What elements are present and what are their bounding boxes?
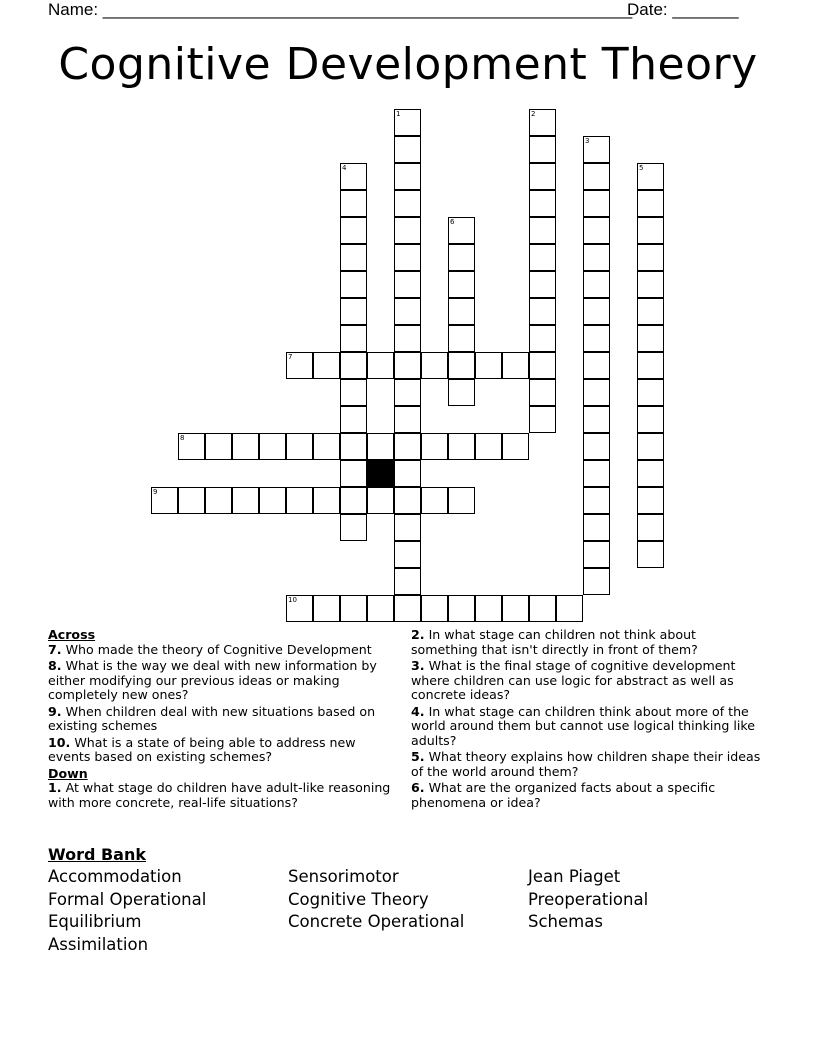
crossword-cell[interactable] <box>637 514 664 541</box>
crossword-cell[interactable] <box>394 109 421 136</box>
word-bank-word: Formal Operational <box>48 889 207 909</box>
crossword-cell[interactable] <box>151 487 178 514</box>
crossword-cell[interactable] <box>394 379 421 406</box>
crossword-cell[interactable] <box>259 433 286 460</box>
crossword-cell[interactable] <box>583 190 610 217</box>
crossword-cell[interactable] <box>394 406 421 433</box>
crossword-cell[interactable] <box>583 433 610 460</box>
down-clue-6 <box>411 781 761 810</box>
crossword-cell[interactable] <box>367 595 394 622</box>
word-bank-word: Jean Piaget <box>528 867 621 886</box>
word-bank-word: Assimilation <box>48 934 149 954</box>
clue-text: Who made the theory of Cognitive Development <box>61 641 372 657</box>
crossword-cell[interactable] <box>448 298 475 325</box>
crossword-cell[interactable] <box>637 163 664 190</box>
clue-text: In what stage can children not think about something that isn't directly in front of them? <box>411 627 698 657</box>
crossword-clue-number: 9 <box>153 488 158 496</box>
crossword-cell[interactable] <box>583 568 610 595</box>
word-bank-title: Word Bank <box>48 845 147 864</box>
across-clue-8 <box>48 659 398 703</box>
crossword-cell[interactable] <box>205 487 232 514</box>
crossword-cell[interactable] <box>637 271 664 298</box>
crossword-clue-number: 2 <box>531 110 536 118</box>
crossword-cell[interactable] <box>583 514 610 541</box>
crossword-clue-number: 4 <box>342 164 347 172</box>
crossword-cell[interactable] <box>394 271 421 298</box>
crossword-cell[interactable] <box>583 379 610 406</box>
crossword-cell[interactable] <box>529 136 556 163</box>
word-bank-word: Sensorimotor <box>288 867 399 886</box>
crossword-cell[interactable] <box>286 433 313 460</box>
crossword-cell[interactable] <box>394 352 421 379</box>
crossword-cell[interactable] <box>448 352 475 379</box>
crossword-cell[interactable] <box>448 217 475 244</box>
word-bank-word: Schemas <box>528 912 603 932</box>
word-bank-column-2 <box>288 866 464 934</box>
crossword-cell[interactable] <box>394 244 421 271</box>
clue-number: 9. <box>48 703 62 719</box>
across-heading: Across <box>48 627 96 642</box>
crossword-cell[interactable] <box>583 541 610 568</box>
word-bank-column-3 <box>528 866 648 934</box>
crossword-cell[interactable] <box>583 217 610 244</box>
clue-number: 8. <box>48 658 62 673</box>
across-clue-9 <box>48 705 398 734</box>
crossword-cell[interactable] <box>529 595 556 622</box>
crossword-cell[interactable] <box>367 487 394 514</box>
crossword-cell[interactable] <box>637 298 664 325</box>
crossword-cell[interactable] <box>340 244 367 271</box>
crossword-clue-number: 1 <box>396 110 401 118</box>
crossword-cell[interactable] <box>313 352 340 379</box>
crossword-cell[interactable] <box>529 271 556 298</box>
crossword-cell[interactable] <box>583 271 610 298</box>
crossword-cell[interactable] <box>637 487 664 514</box>
date-field-label: Date: _______ <box>627 0 739 19</box>
crossword-cell[interactable] <box>178 487 205 514</box>
crossword-cell[interactable] <box>529 325 556 352</box>
crossword-cell[interactable] <box>394 298 421 325</box>
crossword-cell[interactable] <box>394 217 421 244</box>
crossword-cell[interactable] <box>205 433 232 460</box>
clue-text: What is a state of being able to address new events based on existing schemes? <box>48 734 356 764</box>
crossword-cell[interactable] <box>637 406 664 433</box>
crossword-cell[interactable] <box>340 514 367 541</box>
clue-text: What are the organized facts about a specific phenomena or idea? <box>411 780 716 810</box>
crossword-cell[interactable] <box>421 487 448 514</box>
crossword-cell[interactable] <box>529 190 556 217</box>
crossword-cell[interactable] <box>367 433 394 460</box>
crossword-cell[interactable] <box>448 487 475 514</box>
crossword-cell[interactable] <box>340 433 367 460</box>
crossword-cell[interactable] <box>448 595 475 622</box>
down-clue-2 <box>411 628 761 657</box>
across-clue-10 <box>48 736 398 765</box>
crossword-cell[interactable] <box>394 460 421 487</box>
down-clue-5 <box>411 750 761 779</box>
crossword-cell[interactable] <box>394 163 421 190</box>
clue-number: 4. <box>411 703 425 719</box>
crossword-cell[interactable] <box>259 487 286 514</box>
crossword-cell[interactable] <box>637 325 664 352</box>
crossword-cell[interactable] <box>529 352 556 379</box>
crossword-cell[interactable] <box>286 487 313 514</box>
crossword-cell[interactable] <box>502 433 529 460</box>
crossword-cell[interactable] <box>340 298 367 325</box>
crossword-cell[interactable] <box>340 379 367 406</box>
crossword-cell[interactable] <box>367 352 394 379</box>
clue-text: In what stage can children think about more of the world around them but cannot use logical thinking like adults? <box>411 703 755 748</box>
crossword-cell[interactable] <box>178 433 205 460</box>
crossword-cell[interactable] <box>394 595 421 622</box>
crossword-cell[interactable] <box>583 406 610 433</box>
crossword-cell[interactable] <box>421 595 448 622</box>
down-heading: Down <box>48 765 88 781</box>
crossword-clue-number: 8 <box>180 434 185 442</box>
crossword-cell[interactable] <box>448 433 475 460</box>
crossword-cell[interactable] <box>475 595 502 622</box>
crossword-cell[interactable] <box>583 325 610 352</box>
clue-text: What theory explains how children shape their ideas of the world around them? <box>411 749 761 779</box>
crossword-cell[interactable] <box>637 541 664 568</box>
crossword-cell[interactable] <box>340 487 367 514</box>
crossword-cell[interactable] <box>286 352 313 379</box>
clue-number: 6. <box>411 780 425 795</box>
word-bank-word: Preoperational <box>528 889 649 909</box>
clues-right-column <box>411 628 761 812</box>
crossword-black-cell <box>367 460 394 487</box>
crossword-cell[interactable] <box>394 487 421 514</box>
crossword-cell[interactable] <box>340 190 367 217</box>
crossword-cell[interactable] <box>583 352 610 379</box>
crossword-cell[interactable] <box>286 595 313 622</box>
crossword-cell[interactable] <box>394 568 421 595</box>
crossword-cell[interactable] <box>529 163 556 190</box>
crossword-cell[interactable] <box>583 298 610 325</box>
clue-number: 3. <box>411 658 425 673</box>
word-bank-word: Cognitive Theory <box>288 889 429 909</box>
crossword-cell[interactable] <box>529 379 556 406</box>
crossword-cell[interactable] <box>529 298 556 325</box>
crossword-cell[interactable] <box>340 352 367 379</box>
crossword-cell[interactable] <box>340 217 367 244</box>
crossword-cell[interactable] <box>448 325 475 352</box>
crossword-cell[interactable] <box>583 136 610 163</box>
clue-text: What is the way we deal with new information by either modifying our previous ideas or making completely new ones? <box>48 658 377 702</box>
down-clue-4 <box>411 705 761 749</box>
word-bank-column-1 <box>48 866 206 956</box>
crossword-cell[interactable] <box>340 595 367 622</box>
word-bank-word: Concrete Operational <box>288 912 465 932</box>
crossword-cell[interactable] <box>475 433 502 460</box>
crossword-cell[interactable] <box>448 244 475 271</box>
crossword-cell[interactable] <box>502 352 529 379</box>
crossword-clue-number: 7 <box>288 353 293 361</box>
crossword-cell[interactable] <box>448 379 475 406</box>
clue-number: 5. <box>411 749 425 764</box>
crossword-cell[interactable] <box>556 595 583 622</box>
crossword-cell[interactable] <box>637 352 664 379</box>
across-clue-7 <box>48 643 398 658</box>
crossword-cell[interactable] <box>637 190 664 217</box>
clue-text: What is the final stage of cognitive development where children can use logic for abstract as well as concrete ideas? <box>411 658 736 702</box>
clue-text: When children deal with new situations based on existing schemes <box>48 703 376 733</box>
crossword-cell[interactable] <box>394 541 421 568</box>
crossword-cell[interactable] <box>232 487 259 514</box>
clues-left-column <box>48 628 398 812</box>
crossword-cell[interactable] <box>529 244 556 271</box>
crossword-cell[interactable] <box>313 487 340 514</box>
crossword-cell[interactable] <box>583 487 610 514</box>
crossword-cell[interactable] <box>637 379 664 406</box>
crossword-cell[interactable] <box>421 433 448 460</box>
name-field-label: Name: ________________________________________________________ <box>48 0 633 19</box>
clue-text: At what stage do children have adult-like reasoning with more concrete, real-life situations? <box>48 780 391 810</box>
crossword-cell[interactable] <box>583 244 610 271</box>
crossword-cell[interactable] <box>637 217 664 244</box>
crossword-cell[interactable] <box>394 433 421 460</box>
word-bank-word: Accommodation <box>48 867 182 886</box>
crossword-clue-number: 10 <box>288 596 297 604</box>
crossword-cell[interactable] <box>232 433 259 460</box>
crossword-cell[interactable] <box>637 244 664 271</box>
crossword-cell[interactable] <box>529 406 556 433</box>
down-clue-3 <box>411 659 761 703</box>
crossword-cell[interactable] <box>637 460 664 487</box>
crossword-cell[interactable] <box>394 136 421 163</box>
clue-number: 1. <box>48 780 62 795</box>
crossword-cell[interactable] <box>340 325 367 352</box>
crossword-cell[interactable] <box>394 325 421 352</box>
crossword-cell[interactable] <box>529 217 556 244</box>
down-clue-1 <box>48 781 398 810</box>
crossword-cell[interactable] <box>340 406 367 433</box>
crossword-cell[interactable] <box>421 352 448 379</box>
crossword-cell[interactable] <box>502 595 529 622</box>
crossword-cell[interactable] <box>583 163 610 190</box>
crossword-cell[interactable] <box>394 190 421 217</box>
crossword-cell[interactable] <box>475 352 502 379</box>
clue-number: 10. <box>48 734 71 750</box>
puzzle-title: Cognitive Development Theory <box>58 39 758 90</box>
crossword-cell[interactable] <box>340 271 367 298</box>
crossword-cell[interactable] <box>583 460 610 487</box>
crossword-cell[interactable] <box>448 271 475 298</box>
crossword-cell[interactable] <box>340 460 367 487</box>
crossword-cell[interactable] <box>637 433 664 460</box>
crossword-clue-number: 3 <box>585 137 590 145</box>
clue-number: 2. <box>411 627 425 642</box>
clue-number: 7. <box>48 641 62 657</box>
crossword-clue-number: 5 <box>639 164 644 172</box>
crossword-cell[interactable] <box>394 514 421 541</box>
crossword-cell[interactable] <box>313 433 340 460</box>
word-bank-word: Equilibrium <box>48 912 142 932</box>
crossword-clue-number: 6 <box>450 218 455 226</box>
crossword-cell[interactable] <box>313 595 340 622</box>
crossword-cell[interactable] <box>340 163 367 190</box>
crossword-cell[interactable] <box>529 109 556 136</box>
